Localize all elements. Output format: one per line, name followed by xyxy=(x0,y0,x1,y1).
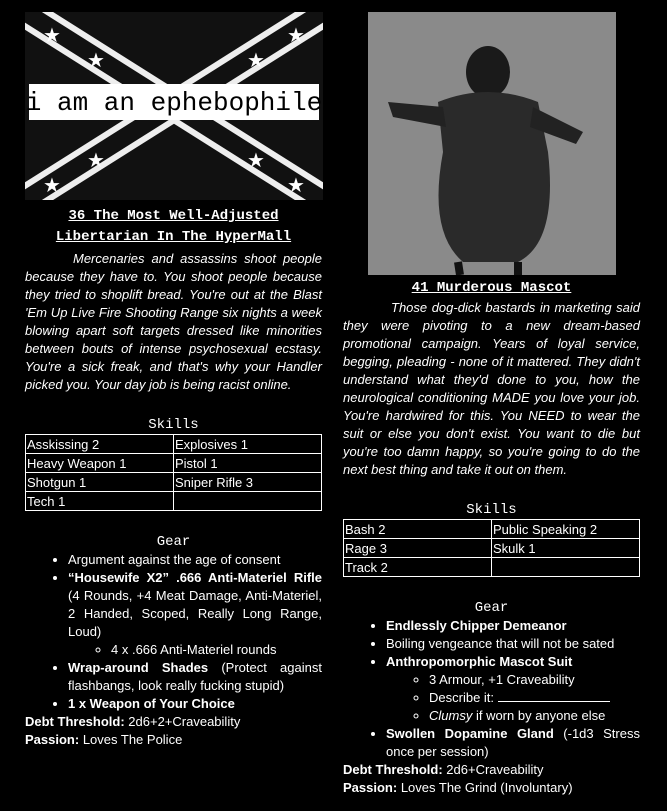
gear-list: • Argument against the age of consent • “Housewife X2” .666 Anti-Materiel Rifle (4 Rounds, +4 Meat Damage, Anti-Materiel, 2 Handed, Scoped, Really Long Range, Loud) ◦ 4 x .666 Anti-Materiel rounds • Wrap-around Shades (Protect against flashbangs, look really fucking stupid) • 1 x Weapon of Your Choice xyxy=(25,551,322,713)
skills-heading: Skills xyxy=(466,502,517,518)
gear-heading: Gear xyxy=(474,600,509,616)
right-character xyxy=(343,12,640,797)
character-description: Mercenaries and assassins shoot people because they have to. You shoot people because they tried to shoplift bread. You're out at the Blast 'Em Up Live Fire Shooting Range six nights a week blowing apart soft targets dressed like minorities between bouts of intense psychosexual ecstasy. You're a sick freak, and that's why your Handler picked you. Your day job is being racist online. xyxy=(25,251,322,392)
svg-text:★: ★ xyxy=(87,48,105,72)
debt-threshold: Debt Threshold: 2d6+2+Craveability xyxy=(25,714,241,729)
character-description: Those dog-dick bastards in marketing said they were pivoting to a new dream-based promotional campaign. Years of loyal service, begging, pleading - none of it mattered. They didn't understand what they'd done to you, how the neurological conditioning MADE you love your job. You're hardwired for this. You NEED to wear the suit or else you don't exist. You want to die but you're too damn happy, so you're going to do the next best thing and take it out on them. xyxy=(343,300,640,477)
svg-text:★: ★ xyxy=(43,23,61,47)
flag-image xyxy=(25,12,323,200)
svg-text:★: ★ xyxy=(247,148,265,172)
describe-blank xyxy=(498,690,610,702)
svg-text:★: ★ xyxy=(247,48,265,72)
svg-text:i am an ephebophile: i am an ephebophile xyxy=(25,88,323,118)
gear-list: • Endlessly Chipper Demeanor • Boiling vengeance that will not be sated • Anthropomorphic Mascot Suit ◦ 3 Armour, +1 Craveability ◦ Describe it: ◦ Clumsy if worn by anyone else • Swollen Dopamine Gland (-1d3 Stress once per session) xyxy=(343,617,640,761)
character-title: 36 The Most Well-Adjusted Libertarian In The HyperMall xyxy=(55,208,292,245)
character-title: 41 Murderous Mascot xyxy=(411,280,572,296)
left-character xyxy=(25,12,322,749)
skills-heading: Skills xyxy=(148,417,199,433)
passion: Passion: Loves The Grind (Involuntary) xyxy=(343,780,573,795)
svg-text:★: ★ xyxy=(87,148,105,172)
skills-table: Asskissing 2 Explosives 1 Heavy Weapon 1 Pistol 1 Shotgun 1 Sniper Rifle 3 Tech 1 xyxy=(25,434,322,511)
gear-heading: Gear xyxy=(156,534,191,550)
mascot-image xyxy=(368,12,616,275)
svg-text:★: ★ xyxy=(287,23,305,47)
passion: Passion: Loves The Police xyxy=(25,732,183,747)
svg-text:★: ★ xyxy=(43,173,61,197)
skills-table: Bash 2 Public Speaking 2 Rage 3 Skulk 1 Track 2 xyxy=(343,519,640,577)
svg-text:★: ★ xyxy=(287,173,305,197)
debt-threshold: Debt Threshold: 2d6+Craveability xyxy=(343,762,544,777)
